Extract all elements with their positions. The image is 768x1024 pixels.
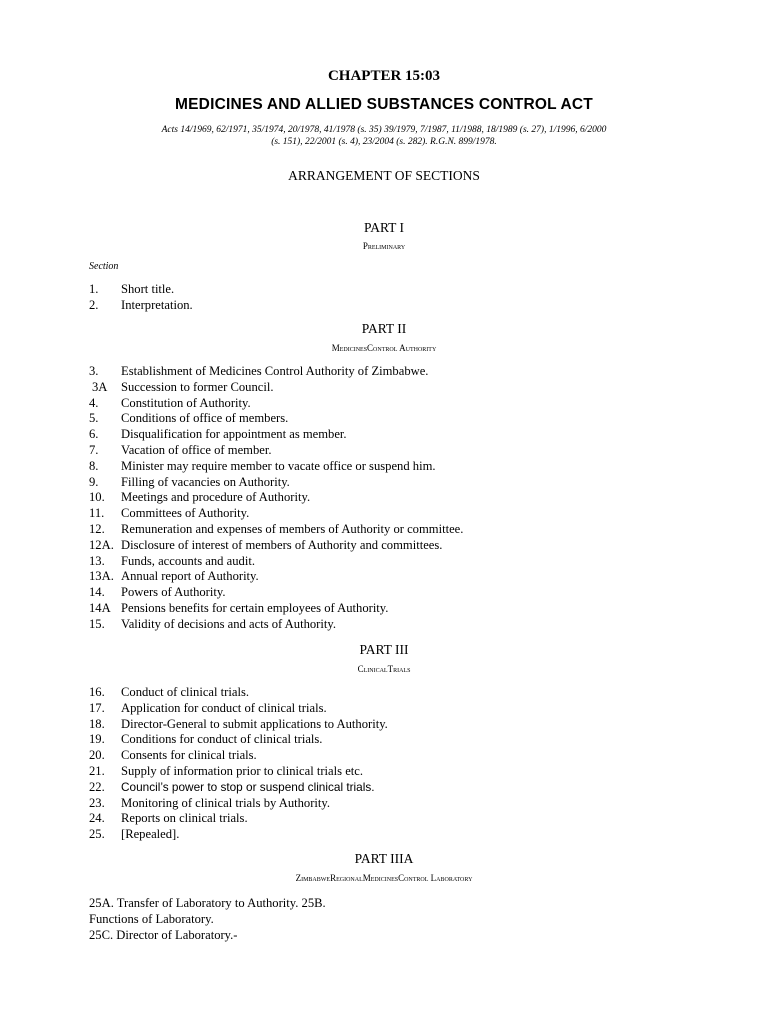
list-item [89, 364, 729, 380]
section-number: 16. [89, 685, 105, 699]
amending-acts-line-1: Acts 14/1969, 62/1971, 35/1974, 20/1978, 41/1978 (s. 35) 39/1979, 7/1987, 11/1988, 18/1989 (s. 27), 1/1996, 6/2000 [161, 125, 607, 135]
section-title: Conduct of clinical trials. [121, 685, 250, 699]
section-title: Constitution of Authority. [121, 395, 251, 410]
section-title: Disqualification for appointment as member. [121, 427, 347, 442]
section-title: Pensions benefits for certain employees of Authority. [121, 600, 389, 615]
list-item [89, 701, 729, 717]
list-item [89, 585, 729, 601]
section-number: 3A [92, 379, 108, 394]
section-title: Interpretation. [121, 297, 193, 312]
part-3-list [89, 685, 729, 843]
list-item [89, 748, 729, 764]
amending-acts-line-2: (s. 151), 22/2001 (s. 4), 23/2004 (s. 282). R.G.N. 899/1978. [271, 137, 497, 147]
section-title: Consents for clinical trials. [121, 748, 257, 763]
section-number: 17. [89, 700, 105, 715]
section-title: Annual report of Authority. [121, 569, 259, 584]
section-number: 1. [89, 282, 99, 296]
section-number: 20. [89, 748, 105, 763]
section-number: 2. [89, 297, 99, 312]
list-item: 25A. Transfer of Laboratory to Authority. 25B. [89, 896, 326, 910]
part-1-list [89, 282, 729, 314]
part-1-subtitle: Preliminary [362, 241, 406, 251]
part-2-list [89, 364, 729, 633]
section-title: Minister may require member to vacate office or suspend him. [121, 458, 436, 473]
list-item [89, 298, 729, 314]
section-number: 13A. [89, 569, 114, 584]
section-number: 10. [89, 490, 105, 505]
section-number: 24. [89, 811, 105, 826]
section-number: 18. [89, 716, 105, 731]
section-number: 14A [89, 600, 111, 615]
list-item [89, 490, 729, 506]
part-3a-heading: PART IIIA [354, 851, 414, 866]
section-number: 9. [89, 474, 99, 489]
section-number: 13. [89, 553, 105, 568]
section-number: 12. [89, 521, 105, 536]
section-title: Council’s power to stop or suspend clinical trials. [121, 779, 375, 794]
list-item [89, 827, 729, 843]
section-title: Supply of information prior to clinical trials etc. [121, 763, 364, 778]
section-title: Meetings and procedure of Authority. [121, 490, 311, 505]
section-title: Disclosure of interest of members of Authority and committees. [121, 537, 443, 552]
list-item [89, 780, 729, 796]
list-item [89, 685, 729, 701]
section-number: 22. [89, 779, 105, 794]
list-item [89, 380, 729, 396]
list-item [89, 506, 729, 522]
section-number: 12A. [89, 537, 114, 552]
part-3a-subtitle: ZimbabweRegionalMedicinesControl Laboratory [295, 873, 473, 883]
section-number: 23. [89, 795, 105, 810]
list-item [89, 796, 729, 812]
section-title: Establishment of Medicines Control Authority of Zimbabwe. [121, 364, 429, 378]
list-item [89, 475, 729, 491]
section-number: 19. [89, 732, 105, 747]
part-3-heading: PART III [359, 642, 409, 657]
section-title: Application for conduct of clinical trials. [121, 700, 327, 715]
part-3a-list [89, 896, 326, 943]
list-item: Functions of Laboratory. [89, 911, 214, 926]
list-item [89, 732, 729, 748]
section-number: 7. [89, 442, 99, 457]
section-number: 3. [89, 364, 99, 378]
list-item [89, 396, 729, 412]
section-number: 14. [89, 585, 105, 600]
arrangement-heading: ARRANGEMENT OF SECTIONS [288, 168, 480, 183]
list-item [89, 764, 729, 780]
part-3-subtitle: ClinicalTrials [357, 664, 411, 674]
section-title: [Repealed]. [121, 827, 180, 842]
list-item: 25C. Director of Laboratory.- [89, 927, 238, 942]
section-title: Succession to former Council. [121, 379, 274, 394]
section-column-label: Section [89, 261, 119, 272]
section-number: 25. [89, 827, 105, 842]
section-number: 8. [89, 458, 99, 473]
section-title: Funds, accounts and audit. [121, 553, 255, 568]
section-title: Short title. [121, 282, 175, 296]
section-title: Conditions for conduct of clinical trials. [121, 732, 323, 747]
list-item [89, 459, 729, 475]
section-title: Validity of decisions and acts of Authority. [121, 616, 336, 631]
section-title: Filling of vacancies on Authority. [121, 474, 290, 489]
section-title: Committees of Authority. [121, 506, 250, 521]
list-item [89, 617, 729, 633]
section-title: Powers of Authority. [121, 585, 226, 600]
act-title: MEDICINES AND ALLIED SUBSTANCES CONTROL ACT [175, 96, 593, 113]
section-number: 21. [89, 763, 105, 778]
list-item [89, 443, 729, 459]
section-title: Remuneration and expenses of members of Authority or committee. [121, 521, 464, 536]
list-item [89, 717, 729, 733]
list-item [89, 522, 729, 538]
section-number: 11. [89, 506, 105, 521]
amending-acts [0, 124, 768, 148]
part-1-heading: PART I [363, 220, 405, 235]
section-title: Conditions of office of members. [121, 411, 289, 426]
list-item [89, 569, 729, 585]
section-title: Director-General to submit applications to Authority. [121, 716, 388, 731]
list-item [89, 538, 729, 554]
section-number: 6. [89, 427, 99, 442]
list-item [89, 411, 729, 427]
list-item [89, 282, 729, 298]
list-item [89, 427, 729, 443]
part-2-heading: PART II [361, 321, 407, 336]
section-number: 15. [89, 616, 105, 631]
section-number: 5. [89, 411, 99, 426]
list-item [89, 811, 729, 827]
list-item [89, 601, 729, 617]
section-title: Monitoring of clinical trials by Authority. [121, 795, 331, 810]
section-title: Reports on clinical trials. [121, 811, 248, 826]
chapter-heading: CHAPTER 15:03 [327, 68, 441, 84]
list-item [89, 554, 729, 570]
section-number: 4. [89, 395, 99, 410]
part-2-subtitle: MedicinesControl Authority [331, 343, 437, 353]
section-title: Vacation of office of member. [121, 442, 272, 457]
